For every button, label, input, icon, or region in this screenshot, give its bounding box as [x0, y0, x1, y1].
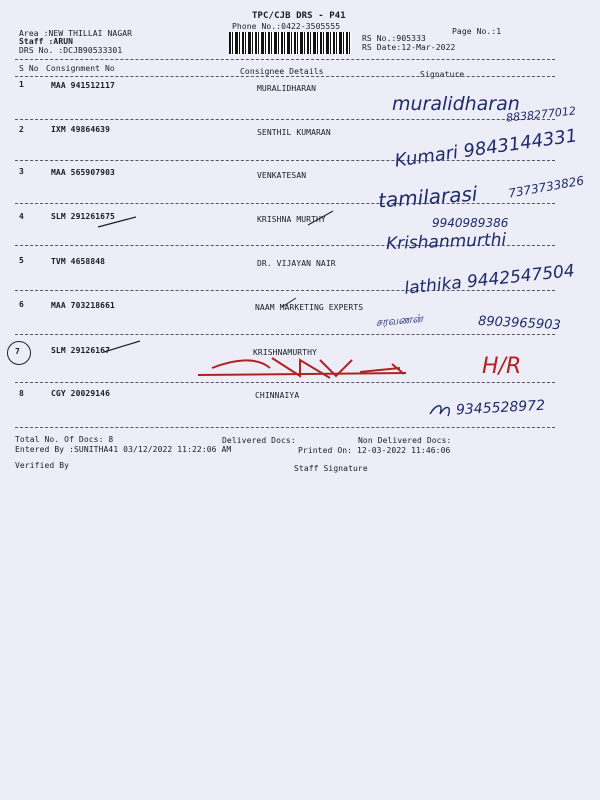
- entered-by: Entered By :SUNITHA41 03/12/2022 11:22:06 AM: [15, 445, 232, 454]
- row-consignee: DR. VIJAYAN NAIR: [257, 259, 336, 268]
- rs-date: RS Date:12-Mar-2022: [362, 43, 456, 52]
- row-sno: 3: [19, 167, 24, 176]
- row-sno: 7: [15, 347, 20, 356]
- handwritten-phone: 7373733826: [507, 173, 585, 201]
- row-sno: 2: [19, 125, 24, 134]
- slash-mark: [282, 298, 296, 307]
- page-number: Page No.:1: [452, 27, 502, 36]
- handwritten-signature: tamilarasi: [377, 181, 479, 213]
- row-consignee: NAAM MARKETING EXPERTS: [255, 303, 364, 312]
- col-consignment: Consignment No: [46, 64, 115, 73]
- row-consignee: CHINNAIYA: [255, 391, 300, 400]
- handwritten-remark: H/R: [482, 354, 522, 379]
- row-consignee: KRISHNA MURTHY: [257, 215, 326, 224]
- row-sno: 8: [19, 389, 24, 398]
- handwritten-phone: 8903965903: [477, 313, 562, 334]
- handwritten-signature: muralidharan: [392, 93, 520, 115]
- phone-number: Phone No.:0422-3505555: [232, 22, 341, 31]
- handwritten-phone: 9940989386: [432, 216, 509, 230]
- row-consignment: MAA 565907903: [51, 168, 115, 177]
- row-sno: 1: [19, 80, 24, 89]
- handwritten-phone: 9345528972: [455, 397, 546, 419]
- row-consignment: TVM 4658848: [51, 257, 106, 266]
- delivered-docs: Delivered Docs:: [222, 436, 296, 445]
- slash-mark: [308, 211, 333, 225]
- row-sno: 4: [19, 212, 24, 221]
- row-consignment: SLM 29126167: [51, 346, 110, 355]
- col-signature: Signature: [420, 70, 465, 79]
- row-consignee: KRISHNAMURTHY: [253, 348, 317, 357]
- tick-mark: [104, 341, 140, 352]
- handwritten-signature: Kumari 9843144331: [393, 125, 579, 172]
- area-label: Area :NEW THILLAI NAGAR: [19, 29, 133, 38]
- col-sno: S No: [19, 64, 39, 73]
- staff-label: Staff :ARUN: [19, 37, 74, 46]
- strike-line: [198, 373, 406, 375]
- tick-mark: [98, 217, 136, 227]
- row-consignment: SLM 291261675: [51, 212, 115, 221]
- sheet-title: TPC/CJB DRS - P41: [252, 11, 346, 21]
- col-consignee: Consignee Details: [240, 67, 324, 76]
- rs-number: RS No.:905333: [362, 34, 426, 43]
- row-consignment: MAA 941512117: [51, 81, 115, 90]
- row-consignment: CGY 20029146: [51, 389, 110, 398]
- row-consignee: VENKATESAN: [257, 171, 307, 180]
- total-docs: Total No. Of Docs: 8: [15, 435, 114, 444]
- handwritten-phone: 8838277012: [505, 104, 577, 125]
- handwritten-signature: lathika 9442547504: [403, 261, 576, 299]
- staff-signature: Staff Signature: [294, 464, 368, 473]
- handwritten-signature: Krishanmurthi: [385, 229, 507, 255]
- verified-by: Verified By: [15, 461, 70, 470]
- handwritten-signature: சரவணன்: [375, 311, 424, 330]
- row-consignee: SENTHIL KUMARAN: [257, 128, 331, 137]
- row-consignment: IXM 49864639: [51, 125, 110, 134]
- row-consignment: MAA 703218661: [51, 301, 115, 310]
- row-sno: 6: [19, 300, 24, 309]
- initials-scribble: [430, 406, 449, 416]
- printed-on: Printed On: 12-03-2022 11:46:06: [298, 446, 451, 455]
- row-sno: 5: [19, 256, 24, 265]
- row-consignee: MURALIDHARAN: [257, 84, 316, 93]
- drs-number: DRS No. :DCJB90533301: [19, 46, 123, 55]
- non-delivered-docs: Non Delivered Docs:: [358, 436, 452, 445]
